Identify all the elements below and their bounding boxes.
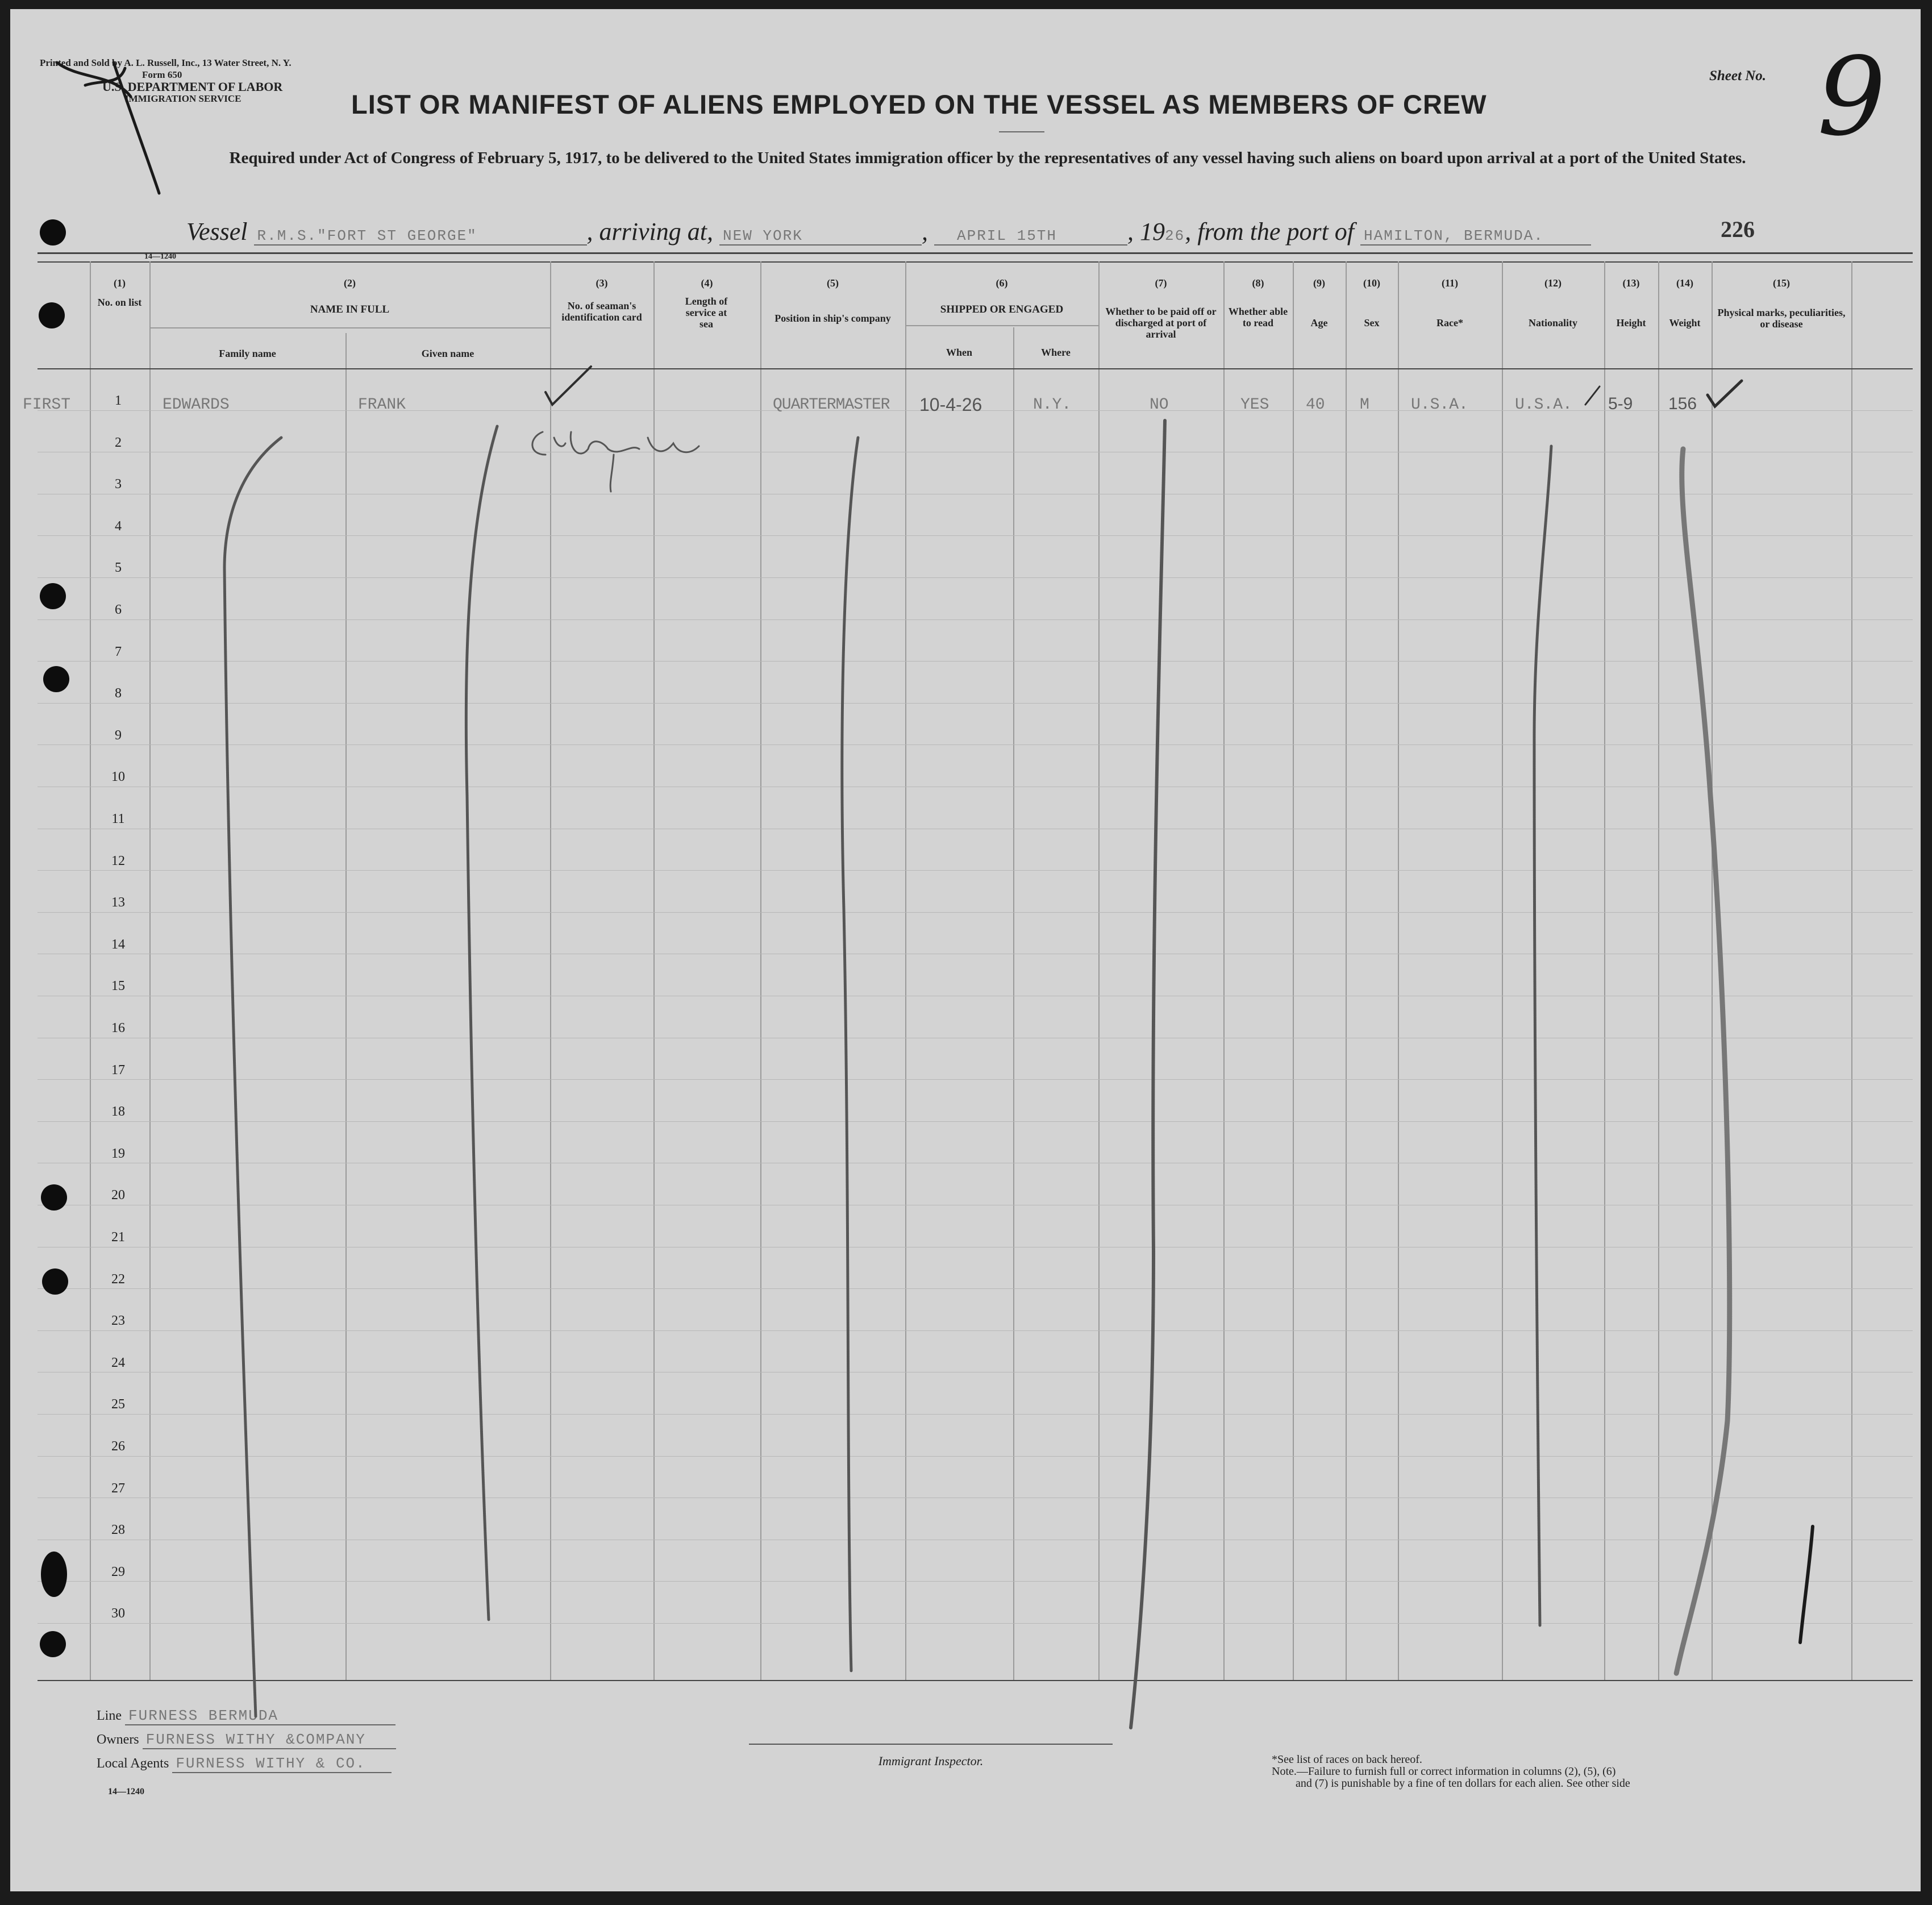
row-number: 6 [115,602,122,617]
arriving-port: NEW YORK [719,227,922,246]
col11-number: (11) [1442,277,1458,289]
vessel-name: R.M.S."FORT ST GEORGE" [254,227,587,246]
row-number: 26 [111,1439,125,1454]
from-label: , from the port of [1185,218,1355,246]
col15-number: (15) [1773,277,1790,289]
row-number: 23 [111,1313,125,1329]
paid-off-cell: NO [1150,396,1169,414]
check-mark-icon [546,367,591,405]
row-number: 1 [115,393,122,408]
col13-header: Height [1616,317,1646,328]
row-number: 4 [115,518,122,534]
col3-header: No. of seaman's identification card [561,300,642,323]
vessel-label: Vessel [186,218,248,246]
row-number: 20 [111,1188,125,1203]
sheet-scribble [57,63,159,193]
row-number: 8 [115,686,122,701]
col15-header: Physical marks, peculiarities, or disease [1717,307,1846,330]
form-number: Form 650 [142,69,182,80]
line-value: FURNESS BERMUDA [125,1707,395,1725]
class-cell: FIRST [23,396,71,414]
where-header: Where [1041,347,1071,358]
row-number: 28 [111,1523,125,1538]
col1-number: (1) [114,277,126,289]
row-number: 29 [111,1564,125,1579]
sheet-label: Sheet No. [1709,68,1766,84]
col10-header: Sex [1364,317,1380,328]
department-name: U.S. DEPARTMENT OF LABOR [102,80,283,94]
row-number: 16 [111,1021,125,1035]
footnote-penalty-1: Note.—Failure to furnish full or correct information in columns (2), (5), (6) [1272,1765,1616,1778]
sex-cell: M [1360,396,1369,414]
age-cell: 40 [1306,396,1325,414]
col3-number: (3) [596,277,608,289]
row-number: 17 [111,1062,125,1078]
row-number: 14 [111,937,125,952]
col7-number: (7) [1155,277,1167,289]
col9-number: (9) [1313,277,1325,289]
given-name-cell: FRANK [358,396,406,414]
row-number: 2 [115,435,122,450]
col4-header: Length of service at sea [685,296,728,330]
ditto-mark-position [842,438,858,1671]
check-mark-icon [1585,386,1600,405]
row-number: 30 [111,1606,125,1621]
page-title: LIST OR MANIFEST OF ALIENS EMPLOYED ON THE VESSEL AS MEMBERS OF CREW [351,89,1487,119]
col5-header: Position in ship's company [775,313,891,324]
reference-number: 226 [1721,217,1755,242]
col9-header: Age [1310,317,1328,328]
row-number: 25 [111,1397,125,1412]
col12-number: (12) [1544,277,1562,289]
owners-value: FURNESS WITHY &COMPANY [143,1731,396,1749]
ditto-mark-paid-off [1131,421,1165,1728]
col2-number: (2) [344,277,356,289]
year-suffix: 26 [1164,227,1185,244]
given-name-header: Given name [421,348,474,359]
check-mark-icon [1708,381,1742,406]
col8-header: Whether able to read [1228,306,1288,328]
page-subtitle: Required under Act of Congress of February 5, 1917, to be delivered to the United States immigration officer by the representatives of any vessel having such aliens on board upon arrival at a port of the United States. [229,149,1746,167]
year-prefix: , 19 [1127,218,1165,246]
immigrant-inspector-signature-line: Immigrant Inspector. [749,1744,1113,1769]
row-number: 21 [111,1230,125,1245]
footnote-races: *See list of races on back hereof. [1272,1753,1422,1766]
ditto-mark-weight [1676,449,1730,1674]
row-number: 10 [111,770,125,785]
row-number: 18 [111,1104,125,1120]
weight-cell: 156 [1668,394,1697,413]
read-cell: YES [1240,396,1269,414]
row-number: 11 [111,812,125,826]
tally-mark [1800,1527,1813,1642]
race-cell: U.S.A. [1411,396,1468,414]
row-number: 12 [111,853,125,868]
col1-header: No. on list [97,297,142,308]
col2-header: NAME IN FULL [310,303,390,315]
inspector-signature [532,432,699,492]
row-number: 7 [115,644,122,659]
printer-line: Printed and Sold by A. L. Russell, Inc., 13 Water Street, N. Y. [40,57,292,68]
row-number: 3 [115,477,122,492]
col10-number: (10) [1363,277,1380,289]
agents-value: FURNESS WITHY & CO. [172,1755,392,1773]
footnote-penalty-2: and (7) is punishable by a fine of ten dollars for each alien. See other side [1296,1777,1630,1790]
form-code: 14—1240 [144,252,176,261]
vessel-line: Vessel R.M.S."FORT ST GEORGE" , arriving at, NEW YORK , APRIL 15TH , 1926, from the port of HAMILTON, BERMUDA. [186,217,1591,246]
row-number: 24 [111,1355,125,1370]
col6-header: SHIPPED OR ENGAGED [940,303,1064,315]
col14-header: Weight [1669,317,1701,328]
when-header: When [946,347,972,358]
where-cell: N.Y. [1033,396,1072,414]
row-number: 15 [111,979,125,994]
arriving-label: , arriving at, [586,218,713,246]
ditto-mark-given [466,426,497,1620]
row-number: 9 [115,727,122,743]
col4-number: (4) [701,277,713,289]
col6-number: (6) [996,277,1008,289]
when-cell: 10-4-26 [919,394,982,415]
service-name: IMMIGRATION SERVICE [125,93,242,104]
row-number: 27 [111,1480,125,1496]
row-number: 5 [115,560,122,576]
owners-label: Owners [97,1732,139,1747]
line-label: Line [97,1708,122,1723]
col13-number: (13) [1622,277,1640,289]
nationality-cell: U.S.A. [1515,396,1572,414]
row-number: 19 [111,1146,125,1161]
footer-form-code: 14—1240 [108,1787,144,1796]
col5-number: (5) [827,277,839,289]
sheet-number: 9 [1817,34,1886,160]
position-cell: QUARTERMASTER [773,396,890,414]
col11-header: Race* [1436,317,1463,328]
ditto-mark-family [224,438,281,1716]
col12-header: Nationality [1528,317,1577,328]
family-name-header: Family name [219,348,276,359]
col14-number: (14) [1676,277,1693,289]
ditto-mark-nationality [1534,446,1551,1625]
row-number: 22 [111,1271,125,1287]
row-number: 13 [111,895,125,910]
family-name-cell: EDWARDS [163,396,230,414]
arrival-date: APRIL 15TH [934,227,1127,246]
col7-header: Whether to be paid off or discharged at port of arrival [1105,306,1217,340]
height-cell: 5-9 [1608,394,1633,413]
col8-number: (8) [1252,277,1264,289]
agents-label: Local Agents [97,1756,169,1771]
from-port: HAMILTON, BERMUDA. [1360,227,1591,246]
